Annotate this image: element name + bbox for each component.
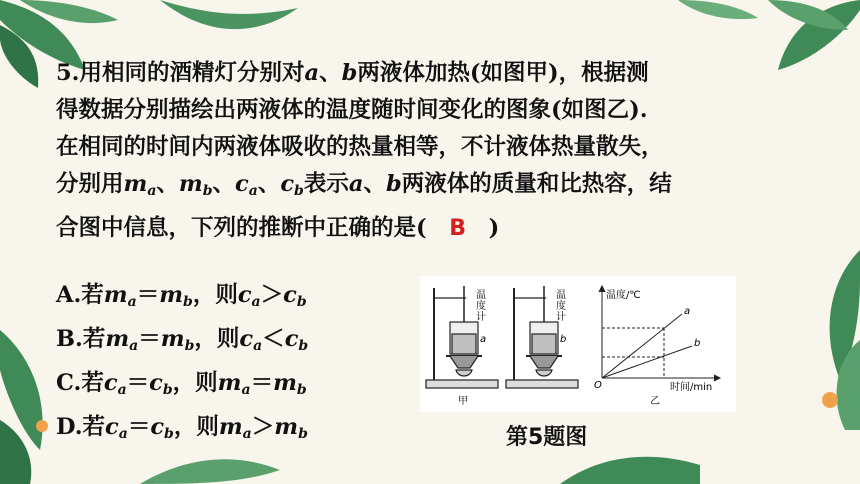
subscript-a: a bbox=[248, 183, 258, 199]
origin-label: O bbox=[594, 380, 602, 391]
figure-right-label: 乙 bbox=[650, 396, 660, 407]
options-list bbox=[56, 277, 308, 453]
question-line-4 bbox=[56, 166, 816, 210]
separator: 、 bbox=[257, 171, 281, 197]
thermometer-label-1: 温 bbox=[476, 290, 486, 301]
symbol-c: c bbox=[235, 171, 249, 197]
figure-left-label: 甲 bbox=[458, 396, 468, 407]
var-b: b bbox=[341, 60, 358, 86]
beaker-b-label: b bbox=[560, 334, 567, 345]
figure-caption: 第5题图 bbox=[506, 425, 588, 450]
apparatus-b bbox=[506, 286, 578, 388]
line-b bbox=[602, 346, 692, 378]
separator: 、 bbox=[319, 60, 342, 86]
question-text: 表示 bbox=[303, 171, 349, 197]
line-a bbox=[602, 314, 682, 378]
leaf-decoration-top-center bbox=[160, 0, 300, 50]
subscript-b: b bbox=[202, 183, 213, 199]
subscript-b: b bbox=[294, 183, 304, 199]
option-c: C.若$c_a=c_b$，则$m_a=m_b$ bbox=[56, 370, 307, 398]
question-text: 合图中信息，下列的推断中正确的是( bbox=[56, 215, 427, 241]
answer-mark: B bbox=[449, 216, 467, 241]
question-text: 用相同的酒精灯分别对 bbox=[79, 60, 305, 86]
question-number: 5. bbox=[56, 60, 80, 86]
question-line-3: 在相同的时间内两液体吸收的热量相等，不计液体热量散失， bbox=[56, 134, 664, 160]
symbol-c: c bbox=[280, 171, 295, 197]
y-axis-label: 温度/℃ bbox=[606, 290, 641, 301]
separator: 、 bbox=[363, 171, 386, 197]
apparatus-a bbox=[426, 286, 498, 388]
figure-svg bbox=[420, 276, 736, 412]
beaker-a-label: a bbox=[480, 334, 487, 345]
thermometer-label-1: 计 bbox=[476, 312, 486, 323]
subscript-a: a bbox=[147, 183, 157, 199]
question-line-5 bbox=[56, 210, 816, 247]
x-axis-label: 时间/min bbox=[670, 382, 713, 393]
option-d: D.若$c_a=c_b$，则$m_a>m_b$ bbox=[56, 414, 308, 442]
question-text: 分别用 bbox=[56, 171, 124, 197]
experiment-figure bbox=[420, 276, 736, 412]
option-a: A.若$m_a=m_b$，则$c_a>c_b$ bbox=[56, 282, 307, 310]
close-paren: ) bbox=[488, 215, 500, 241]
thermometer-label-1: 度 bbox=[476, 301, 486, 312]
question-line-2: 得数据分别描绘出两液体的温度随时间变化的图象(如图乙). bbox=[56, 97, 648, 123]
symbol-m: m bbox=[123, 171, 148, 197]
question-block bbox=[56, 55, 816, 247]
var-a: a bbox=[304, 60, 320, 86]
graph-line-b-label: b bbox=[694, 338, 701, 349]
question-line-1 bbox=[56, 55, 816, 92]
var-b: b bbox=[385, 171, 402, 197]
thermometer-label-2: 温 bbox=[556, 290, 566, 301]
separator: 、 bbox=[156, 171, 179, 197]
graph-line-a-label: a bbox=[684, 306, 691, 317]
thermometer-label-2: 度 bbox=[556, 301, 566, 312]
thermometer-label-2: 计 bbox=[556, 312, 566, 323]
separator: 、 bbox=[212, 171, 236, 197]
option-b: B.若$m_a=m_b$，则$c_a<c_b$ bbox=[56, 326, 309, 354]
question-text: 两液体加热(如图甲)，根据测 bbox=[357, 60, 649, 86]
var-a: a bbox=[348, 171, 364, 197]
symbol-m: m bbox=[178, 171, 203, 197]
question-text: 两液体的质量和比热容，结 bbox=[401, 171, 672, 197]
leaf-decoration-right bbox=[770, 250, 860, 430]
